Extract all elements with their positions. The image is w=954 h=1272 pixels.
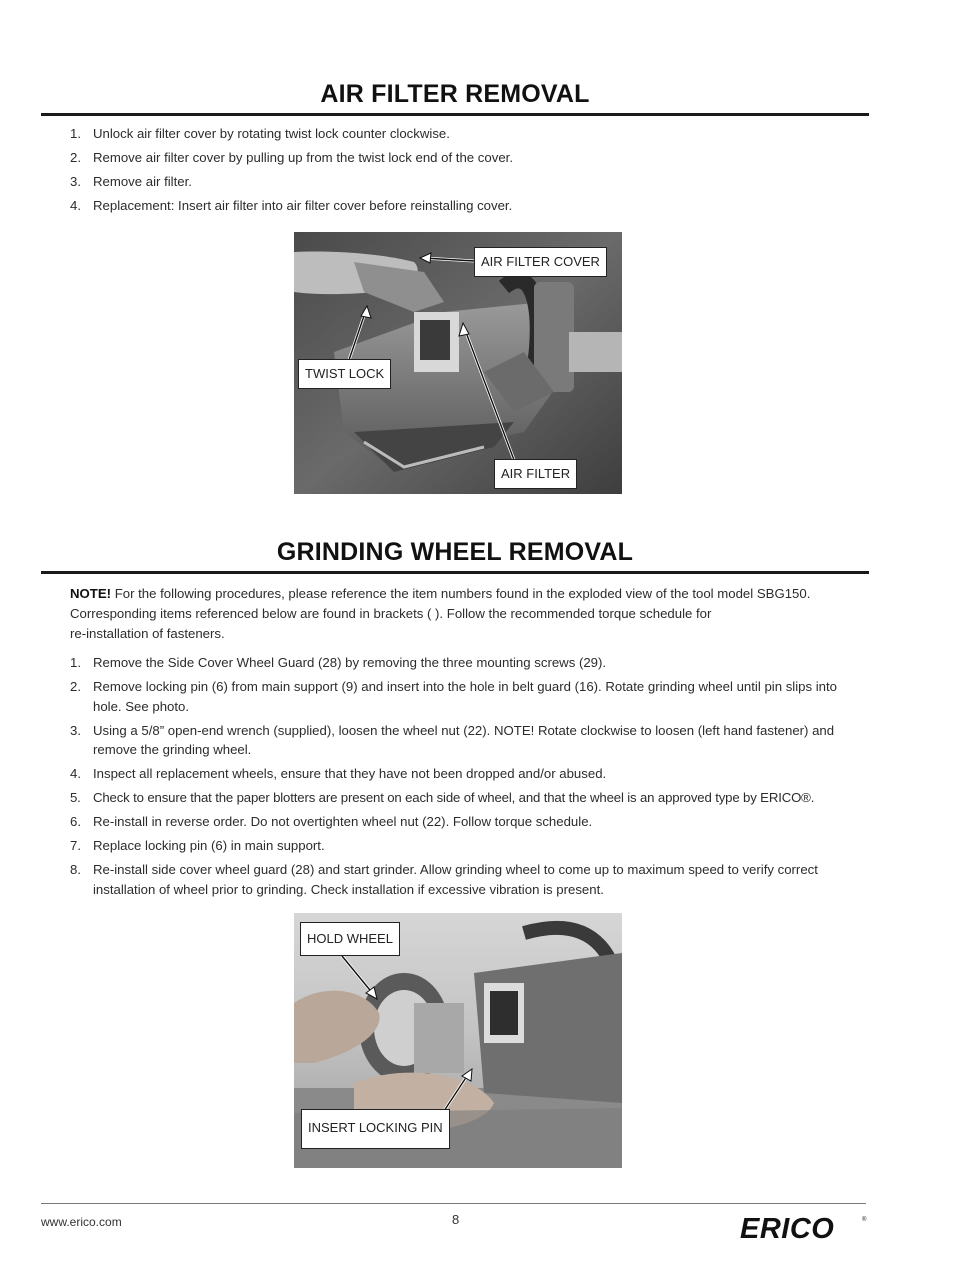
erico-logo	[738, 1212, 868, 1249]
page-number: 8	[452, 1212, 460, 1227]
list-item	[70, 764, 870, 784]
step-text: Re-install in reverse order. Do not overtighten wheel nut (22). Follow torque schedule.	[93, 814, 593, 829]
callout-hold-wheel: HOLD WHEEL	[300, 922, 400, 956]
note-paragraph	[70, 584, 870, 644]
callout-air-filter: AIR FILTER	[494, 459, 577, 489]
step-number: 2.	[70, 150, 81, 165]
note-text: For the following procedures, please reference the item numbers found in the exploded view of the tool model SBG150.	[111, 586, 811, 601]
callout-insert-locking-pin: INSERT LOCKING PIN	[301, 1109, 450, 1149]
list-item	[70, 148, 870, 168]
callout-twist-lock: TWIST LOCK	[298, 359, 391, 389]
step-text: Inspect all replacement wheels, ensure that they have not been dropped and/or abused.	[93, 766, 607, 781]
list-item	[70, 721, 870, 760]
section-title-air-filter: AIR FILTER REMOVAL	[320, 80, 590, 108]
list-item	[70, 196, 870, 216]
erico-logo-mark	[738, 1212, 868, 1244]
step-number: 4.	[70, 198, 81, 213]
footer-url: www.erico.com	[41, 1215, 122, 1229]
note-label: NOTE!	[70, 586, 112, 601]
note-text: Corresponding items referenced below are found in brackets ( ). Follow the recommended torque schedule for	[70, 606, 712, 621]
step-text: Replacement: Insert air filter into air filter cover before reinstalling cover.	[93, 198, 513, 213]
section-rule	[41, 113, 869, 116]
list-item	[70, 836, 870, 856]
registered-mark: ®	[862, 1217, 867, 1223]
list-item	[70, 677, 870, 716]
step-text: Remove the Side Cover Wheel Guard (28) by removing the three mounting screws (29).	[93, 655, 607, 670]
list-item	[70, 788, 870, 808]
step-number: 1.	[70, 126, 81, 141]
callout-air-filter-cover: AIR FILTER COVER	[474, 247, 607, 277]
step-number: 3.	[70, 174, 81, 189]
list-item	[70, 653, 870, 673]
step-text: Re-install side cover wheel guard (28) and start grinder. Allow grinding wheel to come up to maximum speed to verify correct installation of wheel prior to grinding. Check installation if excessive vibration is present.	[93, 862, 818, 897]
step-number: 8.	[70, 862, 81, 877]
list-item	[70, 172, 870, 192]
list-item	[70, 812, 870, 832]
step-text: Remove locking pin (6) from main support (9) and insert into the hole in belt guard (16). Rotate grinding wheel until pin slips into hole. See photo.	[93, 679, 838, 714]
section-rule	[41, 571, 869, 574]
grinding-steps	[70, 653, 870, 899]
step-number: 6.	[70, 814, 81, 829]
list-item	[70, 860, 870, 899]
step-number: 5.	[70, 790, 81, 805]
step-text: Unlock air filter cover by rotating twist lock counter clockwise.	[93, 126, 450, 141]
step-text: Remove air filter.	[93, 174, 192, 189]
note-text: re-installation of fasteners.	[70, 626, 225, 641]
list-item	[70, 124, 870, 144]
air-filter-steps	[70, 124, 870, 216]
step-number: 4.	[70, 766, 81, 781]
step-text: Check to ensure that the paper blotters are present on each side of wheel, and that the wheel is an approved type by ERICO®.	[93, 790, 815, 805]
step-number: 3.	[70, 722, 81, 738]
step-text: Remove air filter cover by pulling up from the twist lock end of the cover.	[93, 150, 513, 165]
footer-rule	[41, 1203, 866, 1204]
logo-wordmark: ERICO	[740, 1213, 835, 1244]
step-text: Replace locking pin (6) in main support.	[93, 838, 325, 853]
step-text: Using a 5/8” open-end wrench (supplied), loosen the wheel nut (22). NOTE! Rotate clockwise to loosen (left hand fastener) and remove the grinding wheel.	[93, 722, 835, 757]
step-number: 7.	[70, 838, 81, 853]
step-number: 2.	[70, 679, 81, 694]
section-title-grinding-wheel: GRINDING WHEEL REMOVAL	[276, 538, 634, 566]
step-number: 1.	[70, 655, 81, 670]
